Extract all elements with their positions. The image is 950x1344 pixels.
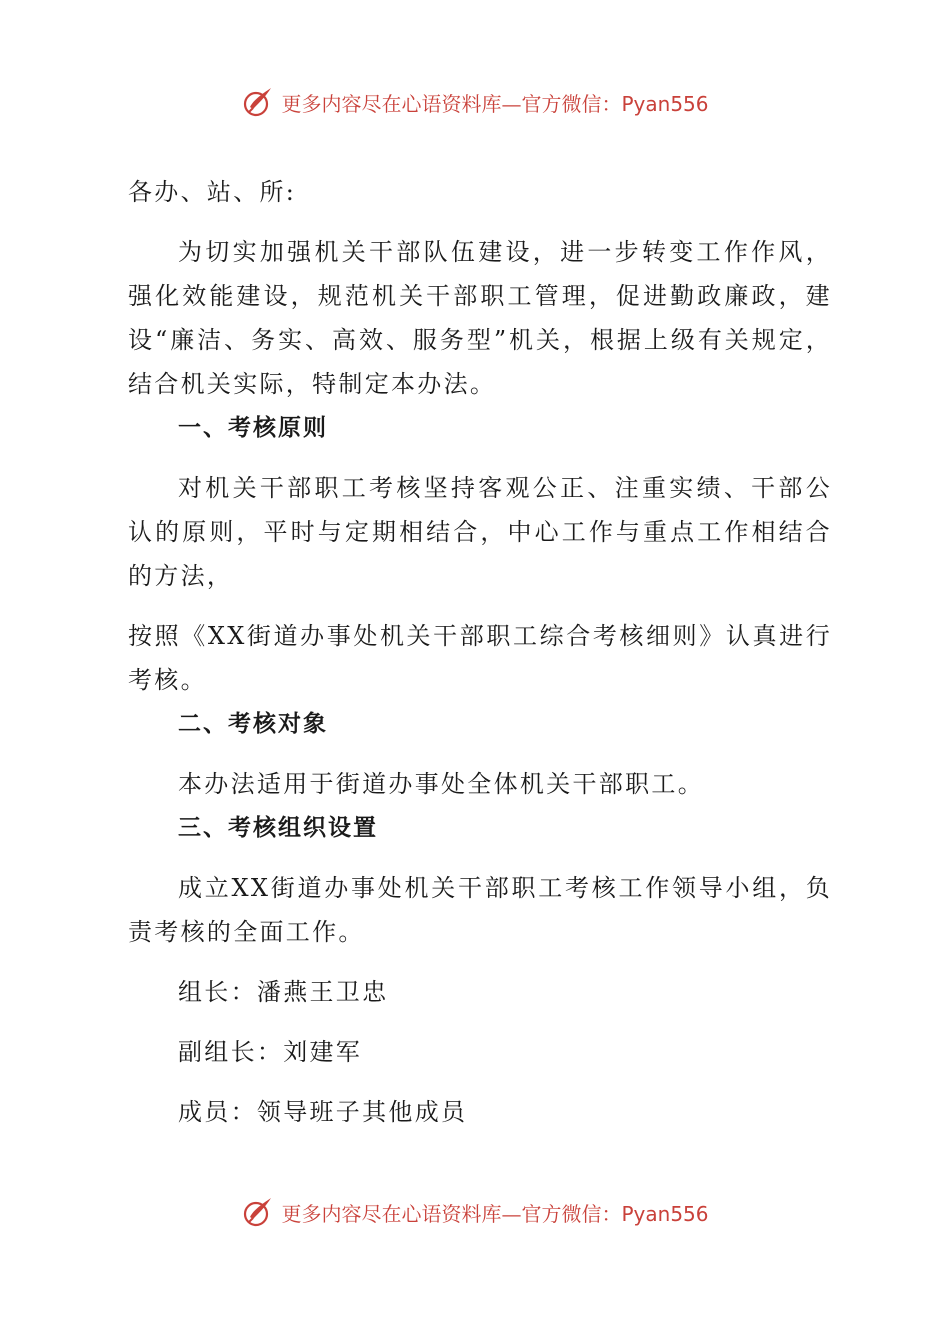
watermark-text: 更多内容尽在心语资料库—官方微信：Pyan556 [281, 91, 709, 116]
wechat-id: Pyan556 [621, 1201, 709, 1226]
salutation: 各办、站、所: [128, 178, 297, 206]
deputy-leader-line: 副组长：刘建军 [178, 1038, 363, 1066]
footer-watermark-banner [0, 1192, 950, 1232]
section-heading: 三、考核组织设置 [178, 815, 378, 841]
section-heading: 二、考核对象 [178, 711, 328, 737]
quill-pen-logo-icon [241, 1195, 275, 1229]
section-paragraph: 按照《XX街道办事处机关干部职工综合考核细则》认真进行考核。 [128, 622, 832, 694]
group-leader-line: 组长：潘燕王卫忠 [178, 978, 389, 1006]
section-paragraph: 本办法适用于街道办事处全体机关干部职工。 [178, 770, 704, 798]
wechat-id: Pyan556 [621, 91, 709, 116]
intro-paragraph: 为切实加强机关干部队伍建设，进一步转变工作作风，强化效能建设，规范机关干部职工管理，促进勤政廉政，建设“廉洁、务实、高效、服务型”机关，根据上级有关规定，结合机关实际，特制定本办法。 [128, 238, 832, 398]
section-paragraph: 对机关干部职工考核坚持客观公正、注重实绩、干部公认的原则，平时与定期相结合，中心工作与重点工作相结合的方法， [128, 474, 832, 590]
watermark-text: 更多内容尽在心语资料库—官方微信：Pyan556 [281, 1201, 709, 1226]
header-watermark-banner [0, 82, 950, 122]
section-heading: 一、考核原则 [178, 415, 328, 441]
document-body [128, 170, 832, 1134]
members-line: 成员：领导班子其他成员 [178, 1098, 468, 1126]
quill-pen-logo-icon [241, 85, 275, 119]
section-paragraph: 成立XX街道办事处机关干部职工考核工作领导小组，负责考核的全面工作。 [128, 874, 832, 946]
